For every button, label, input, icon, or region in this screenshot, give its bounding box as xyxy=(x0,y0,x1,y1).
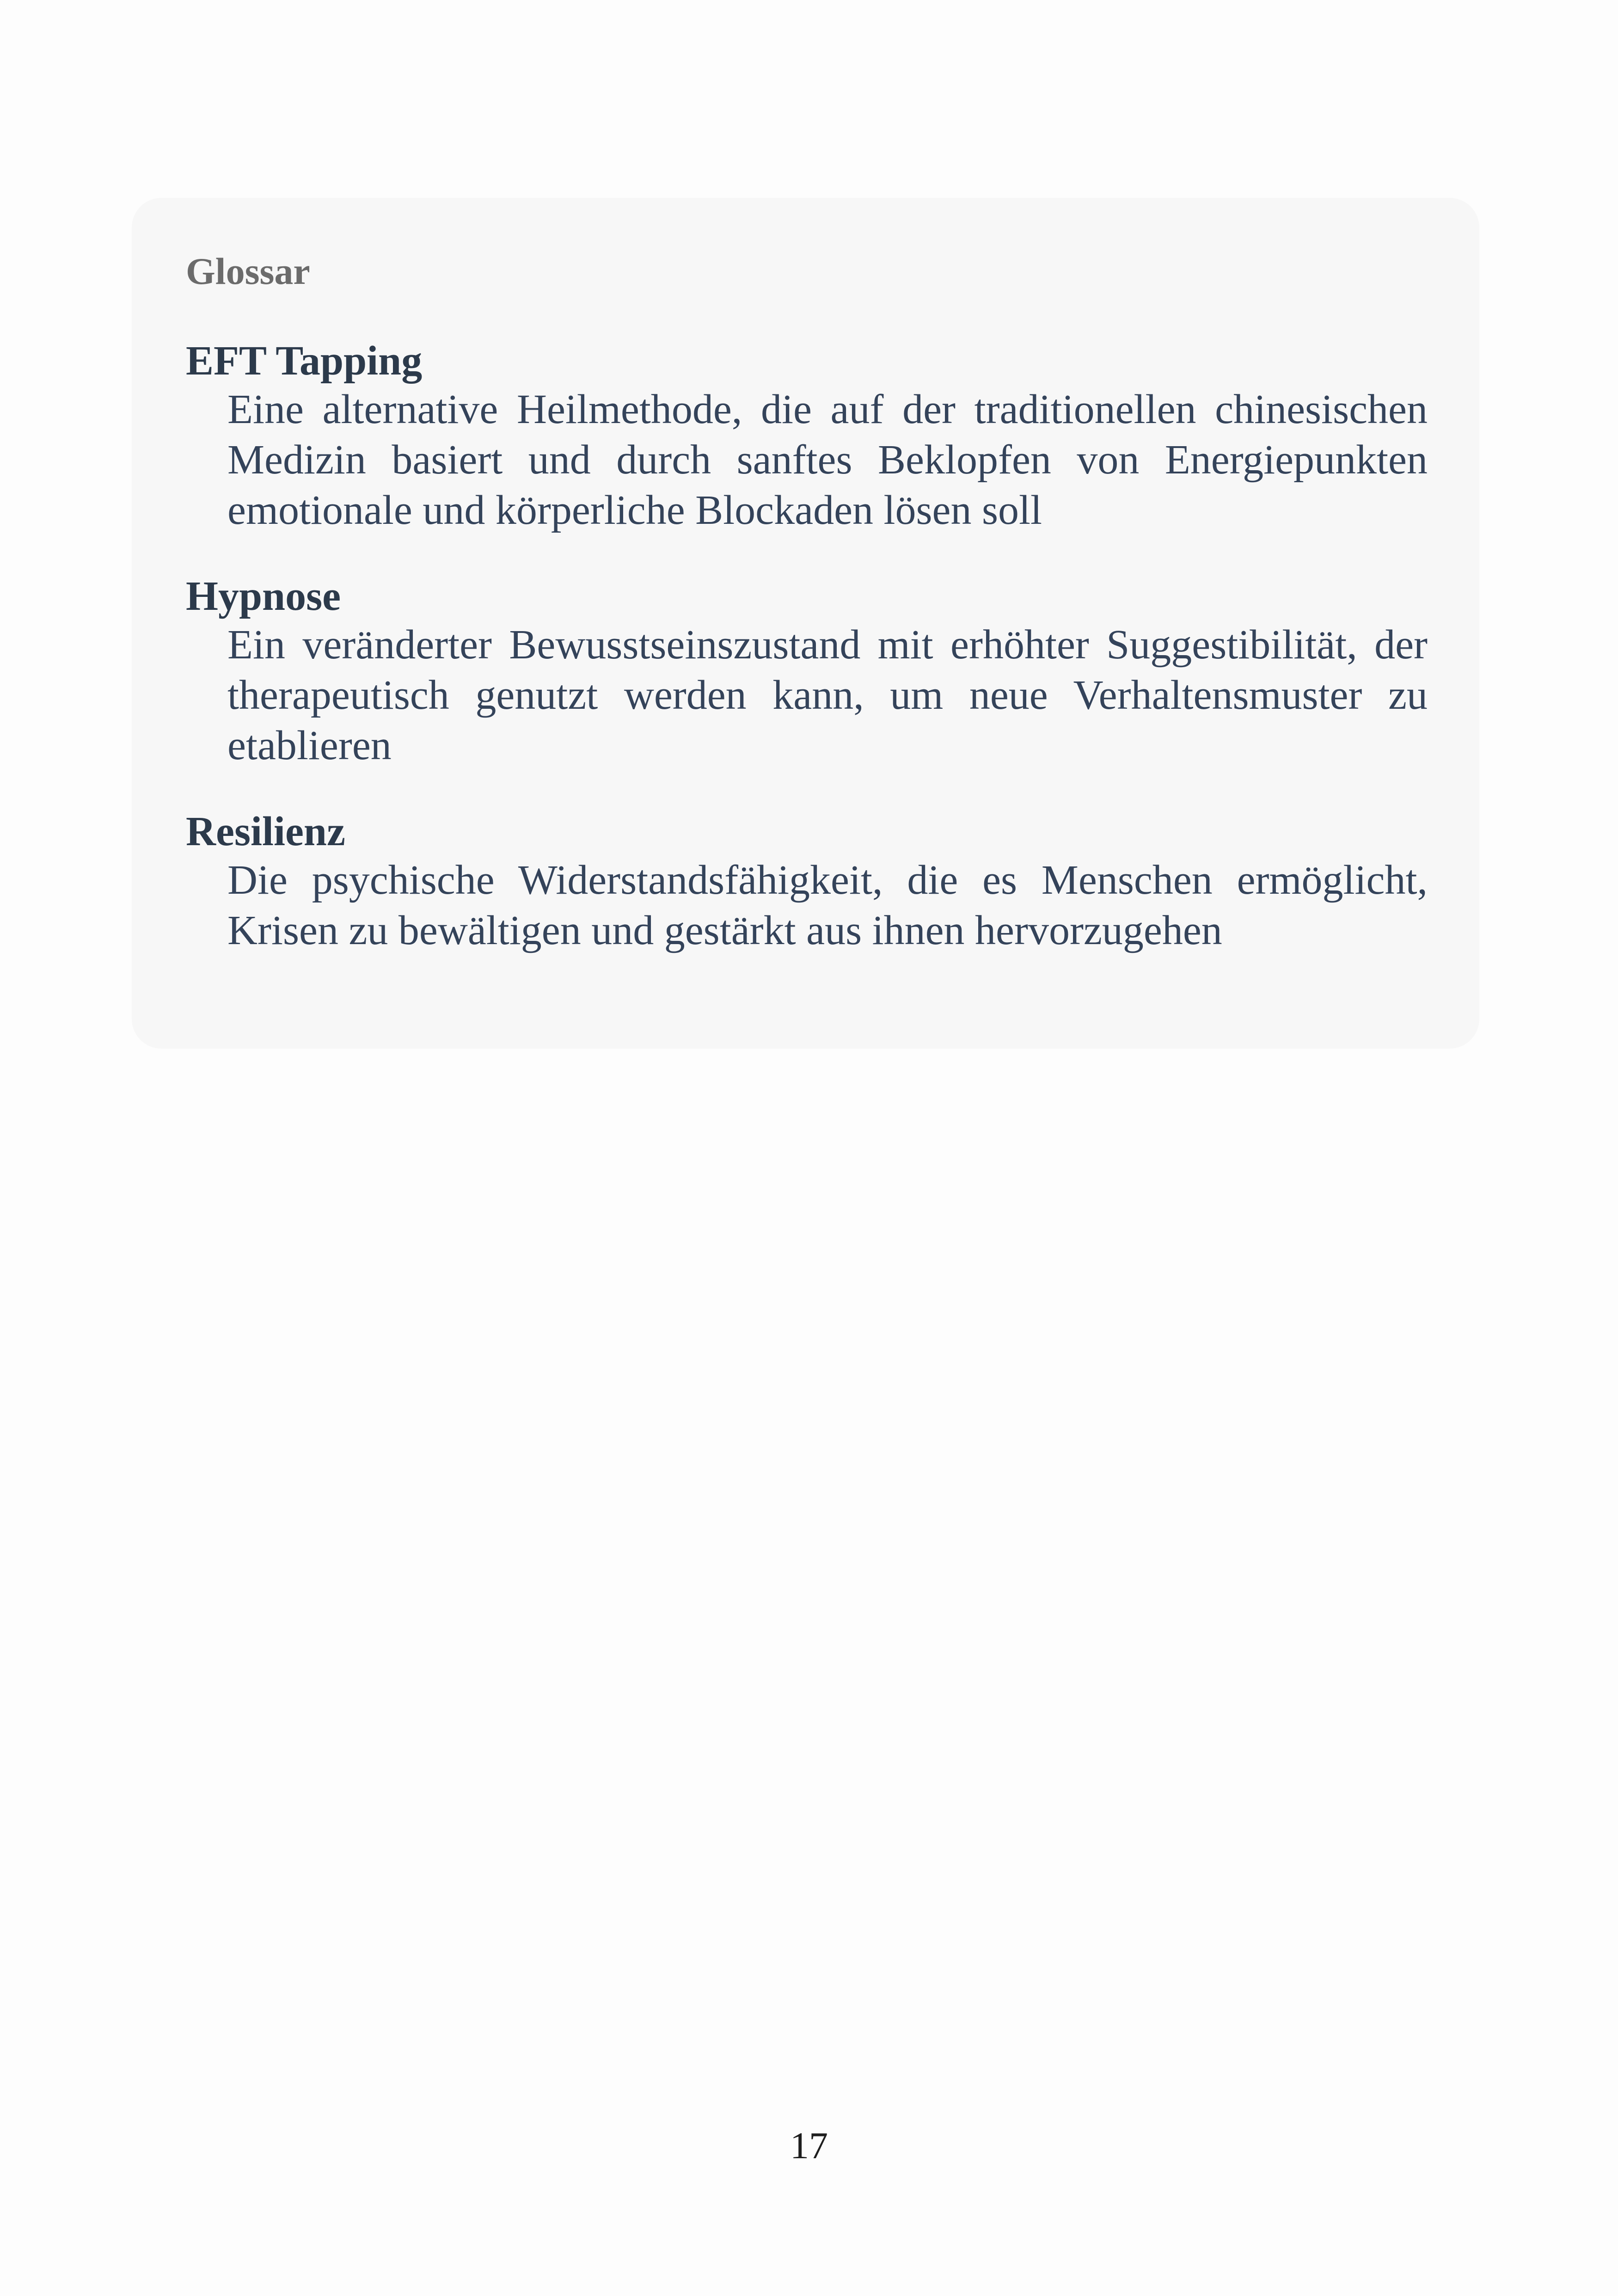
glossary-term: Hypnose xyxy=(186,573,341,619)
glossary-title: Glossar xyxy=(186,250,310,292)
glossary-entry-eft-tapping xyxy=(186,340,1428,535)
page-number: 17 xyxy=(790,2124,828,2167)
glossary-definition: Die psychische Widerstandsfähigkeit, die es Menschen ermöglicht, Krisen zu bewältigen und gestärkt aus ihnen hervorzugehen xyxy=(227,857,1428,953)
glossary-definition: Ein veränderter Bewusstseinszustand mit erhöhter Suggestibilität, der therapeutisch genutzt werden kann, um neue Verhaltensmuster zu etablieren xyxy=(227,622,1428,768)
glossary-entry-hypnose xyxy=(186,573,1428,771)
glossary-term: EFT Tapping xyxy=(186,338,423,384)
glossary-definition: Eine alternative Heilmethode, die auf der traditionellen chinesischen Medizin basiert und durch sanftes Beklopfen von Energiepunkten emotionale und körperliche Blockaden lösen soll xyxy=(227,387,1428,533)
glossary-term: Resilienz xyxy=(186,809,345,854)
glossary-entry-resilienz xyxy=(186,811,1428,956)
glossary-box xyxy=(132,198,1479,1049)
